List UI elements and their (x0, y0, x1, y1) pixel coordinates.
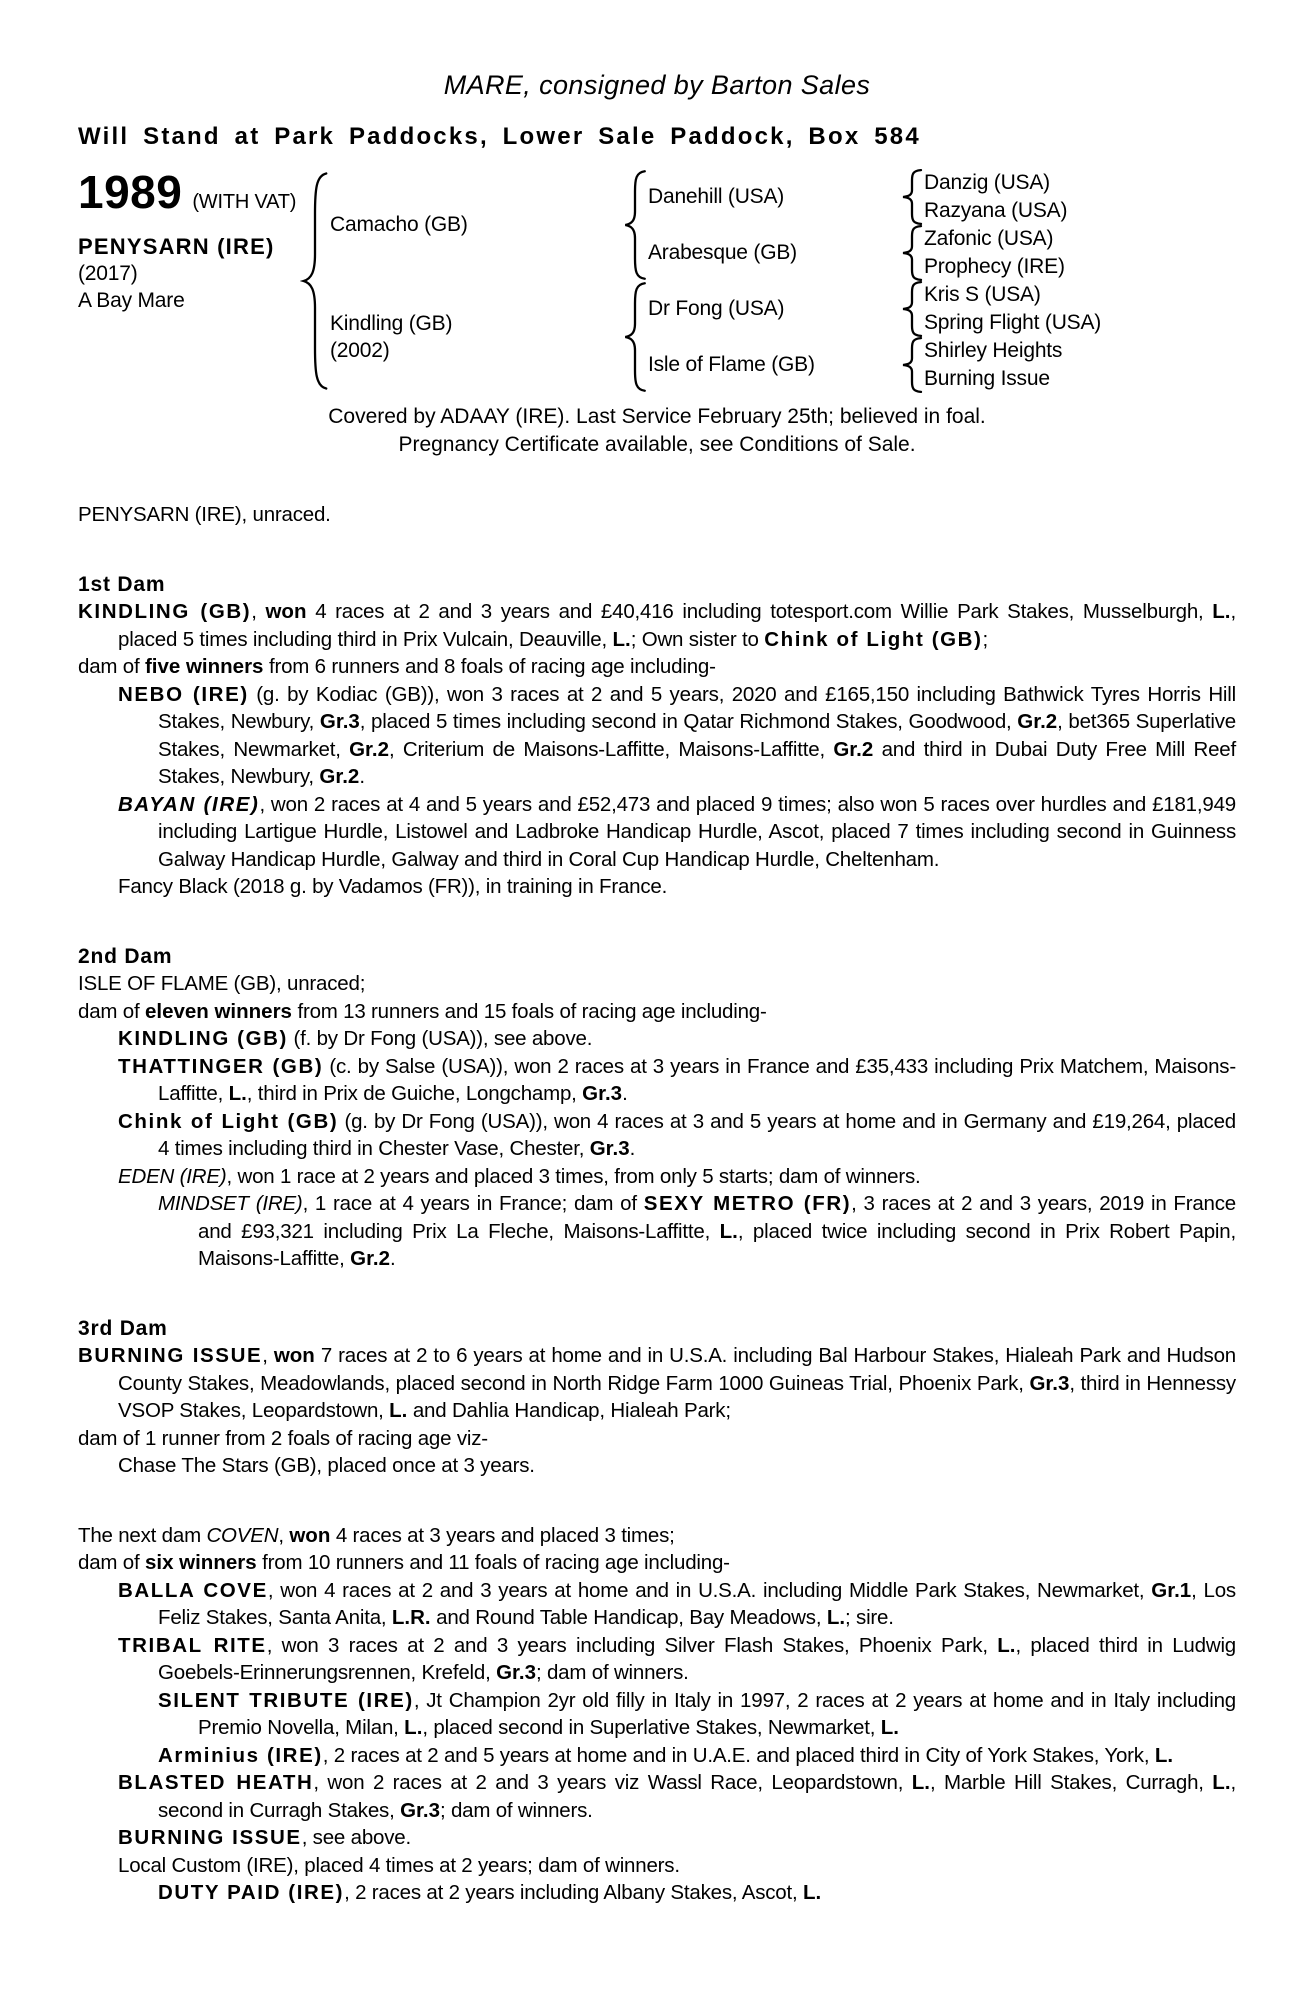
text-run: BALLA COVE (118, 1578, 268, 1602)
catalogue-paragraph (78, 1425, 1236, 1453)
text-run: ; Own sister to (630, 627, 765, 651)
text-run: ; dam of winners. (439, 1798, 593, 1822)
text-run: Gr.1 (1151, 1578, 1192, 1602)
text-run: dam of (78, 1551, 145, 1574)
text-run: from 10 runners and 11 foals of racing age including- (256, 1551, 730, 1574)
text-run: , Marble Hill Stakes, Curragh, (929, 1771, 1213, 1794)
text-run: , won 1 race at 2 years and placed 3 times, from only 5 starts; dam of winners. (226, 1164, 921, 1188)
text-run: L. (803, 1881, 822, 1904)
catalogue-paragraph (78, 1053, 1236, 1108)
text-run: L. (228, 1082, 247, 1105)
text-run: , 2 races at 2 years including Albany Stakes, Ascot, (344, 1881, 803, 1904)
text-run: L. (389, 1399, 408, 1422)
text-run: . (390, 1247, 396, 1270)
text-run: , placed 5 times including second in Qatar Richmond Stakes, Goodwood, (359, 710, 1018, 733)
text-run: , third in Prix de Guiche, Longchamp, (246, 1082, 583, 1105)
text-run: eleven winners (144, 999, 292, 1023)
text-run: and Dahlia Handicap, Hialeah Park; (407, 1399, 731, 1422)
text-run: Local Custom (IRE), placed 4 times at 2 years; dam of winners. (118, 1853, 680, 1877)
text-run: from 6 runners and 8 foals of racing age including- (263, 655, 716, 678)
catalogue-paragraph (78, 791, 1236, 874)
granddam-maternal: Isle of Flame (GB) (648, 353, 815, 376)
text-run: Gr.3 (496, 1661, 536, 1684)
text-run: TRIBAL RITE (118, 1633, 267, 1657)
pedigree-brace-pair3 (900, 281, 924, 337)
text-run: won (265, 600, 307, 623)
sire-name: Camacho (GB) (330, 213, 468, 236)
text-run: L. (880, 1716, 899, 1739)
catalogue-paragraph (78, 1342, 1236, 1425)
catalogue-paragraph (78, 1632, 1236, 1687)
pedigree-brace-pair4 (900, 337, 924, 393)
text-run: 7 races at 2 to 6 years at home and in U.S.A. including Bal Harbour Stakes, Hialeah Park and Hudson County Stakes, Meadowlands, placed second in North Ridge Farm 1000 Guineas Trial, Phoenix Park, (118, 1344, 1236, 1395)
covering-line-2: Pregnancy Certificate available, see Conditions of Sale. (398, 433, 916, 456)
text-run: , Jt Champion 2yr old filly in Italy in 1997, 2 races at 2 years at home and in Italy including Premio Novella, Milan, (198, 1688, 1237, 1739)
text-run: Gr.2 (1017, 710, 1058, 733)
text-run: dam of (78, 999, 145, 1023)
text-run: Gr.3 (319, 710, 360, 733)
ancestor-gen3: Danzig (USA) (924, 171, 1050, 194)
text-run: , (262, 1344, 274, 1367)
ancestor-gen3: Burning Issue (924, 367, 1050, 390)
text-run: L. (1212, 1771, 1231, 1794)
text-run: Gr.2 (319, 765, 360, 788)
text-run: L. (719, 1219, 738, 1243)
dam-section (78, 943, 1236, 1273)
text-run: won (289, 1523, 331, 1547)
text-run: , 3 races at 2 and 3 years, 2019 in France and £93,321 including Prix La Fleche, Maisons-Laffitte, (198, 1192, 1236, 1243)
text-run: NEBO (IRE) (118, 682, 249, 706)
text-run: Arminius (IRE) (158, 1743, 323, 1767)
granddam-paternal: Arabesque (GB) (648, 241, 797, 264)
text-run: L. (826, 1606, 846, 1629)
text-run: SEXY METRO (FR) (643, 1192, 852, 1215)
text-run: Gr.2 (349, 737, 389, 761)
text-run: 4 races at 3 years and placed 3 times; (330, 1523, 675, 1547)
ancestor-gen3: Prophecy (IRE) (924, 255, 1065, 278)
text-run: , placed 5 times including third in Prix Vulcain, Deauville, (118, 600, 1236, 651)
section-heading: 3rd Dam (78, 1316, 168, 1340)
lot-number: 1989 (78, 166, 183, 218)
text-run: BURNING ISSUE (118, 1826, 302, 1849)
text-run: and third in Dubai Duty Free Mill Reef Stakes, Newbury, (158, 737, 1236, 788)
catalogue-paragraph (78, 970, 1236, 998)
text-run: , bet365 Superlative Stakes, Newmarket, (158, 710, 1236, 761)
text-run: Gr.2 (833, 737, 874, 761)
text-run: Gr.3 (1029, 1371, 1070, 1395)
text-run: Chink of Light (GB) (764, 627, 983, 651)
catalogue-paragraph (78, 598, 1236, 653)
text-run: five winners (144, 655, 264, 678)
catalogue-paragraph (78, 681, 1236, 791)
text-run: L. (1212, 600, 1231, 623)
text-run: The next dam (78, 1523, 207, 1547)
catalogue-paragraph (78, 1190, 1236, 1273)
dam-year: (2002) (330, 339, 390, 362)
text-run: KINDLING (GB) (118, 1027, 288, 1050)
catalogue-paragraph (78, 1522, 1236, 1550)
dam-name-block (330, 310, 452, 364)
text-run: KINDLING (GB) (78, 600, 252, 623)
lot-and-horse-block (78, 166, 300, 393)
ancestor-gen3: Zafonic (USA) (924, 227, 1054, 250)
text-run: (g. by Kodiac (GB)), won 3 races at 2 and 5 years, 2020 and £165,150 including Bathwick Tyres Horris Hill Stakes, Newbury, (158, 682, 1236, 733)
pedigree-details (78, 501, 1236, 1907)
catalogue-paragraph (78, 1108, 1236, 1163)
text-run: . (622, 1082, 628, 1105)
text-run: , (251, 600, 266, 623)
ancestor-gen3: Kris S (USA) (924, 283, 1041, 306)
pedigree-brace-main (300, 169, 330, 393)
dam-name: Kindling (GB) (330, 312, 453, 335)
pedigree-brace-pair2 (900, 225, 924, 281)
text-run: , won 2 races at 2 and 3 years viz Wassl Race, Leopardstown, (313, 1771, 912, 1794)
catalogue-paragraph (78, 1824, 1236, 1852)
catalogue-paragraph (78, 653, 1236, 681)
dam-cell (330, 281, 622, 393)
text-run: , placed twice including second in Prix Robert Papin, Maisons-Laffitte, (198, 1219, 1236, 1270)
text-run: , placed second in Superlative Stakes, Newmarket, (422, 1716, 881, 1739)
text-run: L. (997, 1633, 1016, 1657)
text-run: , third in Hennessy VSOP Stakes, Leopardstown, (118, 1371, 1236, 1422)
ancestor-gen3: Shirley Heights (924, 339, 1063, 362)
dam-section (78, 1522, 1236, 1907)
text-run: Chase The Stars (GB), placed once at 3 years. (118, 1454, 535, 1477)
covering-line-1: Covered by ADAAY (IRE). Last Service February 25th; believed in foal. (328, 405, 986, 428)
text-run: L. (911, 1771, 930, 1794)
text-run: Fancy Black (2018 g. by Vadamos (FR)), in training in France. (118, 875, 668, 898)
text-run: Chink of Light (GB) (118, 1109, 339, 1133)
text-run: L. (612, 627, 631, 651)
catalogue-paragraph (78, 1742, 1236, 1770)
catalogue-paragraph (78, 1852, 1236, 1880)
text-run: and Round Table Handicap, Bay Meadows, (430, 1606, 827, 1629)
text-run: , Criterium de Maisons-Laffitte, Maisons-Laffitte, (388, 737, 834, 761)
text-run: BURNING ISSUE (78, 1344, 263, 1367)
text-run: , won 3 races at 2 and 3 years including Silver Flash Stakes, Phoenix Park, (266, 1633, 998, 1657)
grandsire-paternal: Danehill (USA) (648, 185, 785, 208)
text-run: Gr.3 (400, 1798, 440, 1822)
text-run: 4 races at 2 and 3 years and £40,416 including totesport.com Willie Park Stakes, Musselburgh, (306, 600, 1213, 623)
text-run: dam of (78, 655, 145, 678)
text-run: EDEN (IRE) (118, 1164, 227, 1188)
text-run: DUTY PAID (IRE) (158, 1881, 345, 1904)
section-heading: 1st Dam (78, 572, 166, 596)
text-run: Gr.2 (350, 1247, 391, 1270)
catalogue-paragraph (78, 1577, 1236, 1632)
catalogue-paragraph (78, 1769, 1236, 1824)
catalogue-paragraph (78, 998, 1236, 1026)
section-heading: 2nd Dam (78, 944, 173, 968)
text-run: . (629, 1137, 636, 1160)
catalogue-paragraph (78, 1549, 1236, 1577)
text-run: L. (404, 1716, 423, 1739)
text-run: ; sire. (845, 1606, 894, 1629)
text-run: , see above. (301, 1826, 411, 1849)
vat-note: (WITH VAT) (192, 191, 297, 213)
text-run: six winners (144, 1551, 257, 1574)
text-run: BAYAN (IRE) (118, 792, 260, 816)
catalogue-paragraph (78, 1687, 1236, 1742)
horse-description: A Bay Mare (78, 289, 185, 312)
text-run: , 2 races at 2 and 5 years at home and in U.A.E. and placed third in City of York Stakes, York, (322, 1743, 1155, 1767)
text-run: dam of 1 runner from 2 foals of racing age viz- (78, 1426, 488, 1450)
text-run: L.R. (391, 1606, 431, 1629)
pedigree-brace-dam (622, 281, 648, 393)
grandsire-maternal: Dr Fong (USA) (648, 297, 785, 320)
pedigree-brace-sire (622, 169, 648, 281)
catalogue-paragraph (78, 1163, 1236, 1191)
text-run: MINDSET (IRE) (158, 1192, 303, 1215)
dam-section (78, 501, 1236, 529)
text-run: won (273, 1344, 315, 1367)
text-run: , second in Curragh Stakes, (158, 1771, 1237, 1822)
text-run: COVEN (206, 1523, 279, 1547)
text-run: , Los Feliz Stakes, Santa Anita, (158, 1578, 1236, 1629)
text-run: from 13 runners and 15 foals of racing age including- (291, 999, 767, 1023)
horse-year: (2017) (78, 262, 138, 285)
text-run: , won 2 races at 4 and 5 years and £52,473 and placed 9 times; also won 5 races over hurdles and £181,949 including Lartigue Hurdle, Listowel and Ladbroke Handicap Hurdle, Ascot, placed 7 times including second in Guinness Galway Handicap Hurdle, Galway and third in Coral Cup Handicap Hurdle, Cheltenham. (158, 792, 1236, 871)
text-run: L. (1154, 1743, 1174, 1767)
horse-name: PENYSARN (IRE) (78, 234, 275, 259)
ancestor-gen3: Razyana (USA) (924, 199, 1068, 222)
text-run: (f. by Dr Fong (USA)), see above. (287, 1027, 593, 1050)
page-title: MARE, consigned by Barton Sales (443, 70, 871, 100)
catalogue-paragraph (78, 1025, 1236, 1053)
text-run: BLASTED HEATH (118, 1771, 314, 1794)
text-run: . (359, 765, 365, 788)
text-run: (c. by Salse (USA)), won 2 races at 3 years in France and £35,433 including Prix Matchem, Maisons-Laffitte, (158, 1054, 1236, 1105)
text-run: THATTINGER (GB) (118, 1054, 324, 1078)
dam-section (78, 571, 1236, 901)
pedigree-table (78, 166, 1236, 393)
text-run: , placed third in Ludwig Goebels-Erinnerungsrennen, Krefeld, (158, 1633, 1236, 1684)
text-run: ISLE OF FLAME (GB), unraced; (78, 972, 366, 995)
text-run: , won 4 races at 2 and 3 years at home and in U.S.A. including Middle Park Stakes, Newmarket, (267, 1578, 1152, 1602)
catalogue-paragraph (78, 1879, 1236, 1907)
stand-location-line: Will Stand at Park Paddocks, Lower Sale Paddock, Box 584 (78, 123, 921, 150)
text-run: ; dam of winners. (535, 1661, 689, 1684)
catalogue-paragraph (78, 1452, 1236, 1480)
text-run: Gr.3 (589, 1137, 630, 1160)
text-run: , 1 race at 4 years in France; dam of (302, 1192, 644, 1215)
text-run: Gr.3 (582, 1082, 623, 1105)
text-run: , (278, 1523, 290, 1547)
pedigree-brace-pair1 (900, 169, 924, 225)
lot-line (78, 166, 300, 218)
covering-statement (78, 403, 1236, 459)
dam-section (78, 1315, 1236, 1480)
text-run: (g. by Dr Fong (USA)), won 4 races at 3 and 5 years at home and in Germany and £19,264, placed 4 times including third in Chester Vase, Chester, (158, 1109, 1236, 1160)
ancestor-gen3: Spring Flight (USA) (924, 311, 1102, 334)
catalogue-paragraph (78, 873, 1236, 901)
catalogue-paragraph (78, 501, 1236, 529)
text-run: PENYSARN (IRE), unraced. (78, 503, 331, 526)
text-run: SILENT TRIBUTE (IRE) (158, 1688, 414, 1712)
text-run: ; (982, 627, 989, 651)
